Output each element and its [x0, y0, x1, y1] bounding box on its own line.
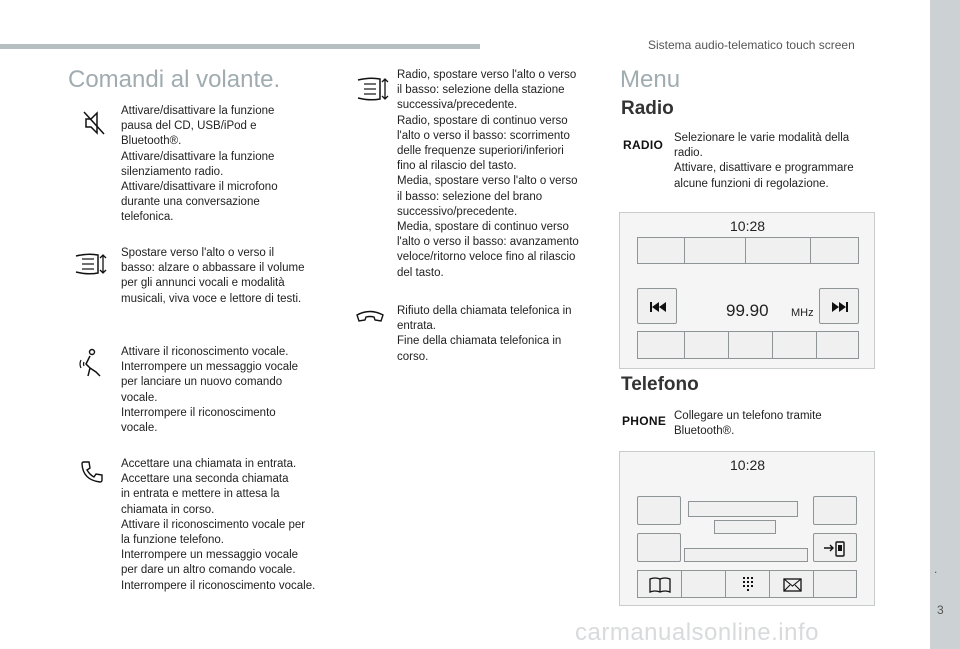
- header-title: Sistema audio-telematico touch screen: [648, 38, 855, 52]
- phone-field-2: [714, 520, 776, 534]
- hangup-description: Rifiuto della chiamata telefonica in entrata. Fine della chiamata telefonica in corso.: [397, 305, 572, 363]
- phone-answer-icon: [80, 460, 104, 484]
- radio-bottom-1[interactable]: [637, 331, 685, 359]
- phone-bottom-2[interactable]: [681, 570, 726, 598]
- frequency-unit: MHz: [791, 307, 814, 319]
- watermark: carmanualsonline.info: [575, 619, 819, 646]
- radio-bottom-4[interactable]: [772, 331, 817, 359]
- page-edge-band: [930, 0, 960, 649]
- radio-heading: Radio: [621, 98, 674, 119]
- contacts-book-icon: [638, 571, 683, 599]
- phone-field-3: [684, 548, 808, 562]
- phone-screen-clock: 10:28: [730, 457, 766, 473]
- volume-wheel-icon: [74, 252, 108, 276]
- skip-previous-button[interactable]: [637, 288, 677, 324]
- contacts-button[interactable]: [637, 570, 682, 598]
- voice-description: Attivare il riconoscimento vocale. Interrompere un messaggio vocale per lanciare un nuovo comando vocale. Interrompere il riconoscimento vocale.: [121, 346, 299, 435]
- radio-preset-4[interactable]: [810, 237, 859, 264]
- radio-button-label: RADIO: [623, 138, 664, 152]
- radio-screen-clock: 10:28: [730, 218, 766, 234]
- page-number: 3: [937, 603, 944, 617]
- messages-button[interactable]: [769, 570, 814, 598]
- radio-preset-2[interactable]: [684, 237, 746, 264]
- page-dot: .: [934, 562, 938, 576]
- phone-side-button-2[interactable]: [813, 496, 857, 525]
- phone-screen: [619, 451, 875, 606]
- scroll-wheel-icon: [356, 76, 390, 102]
- scroll-description: Radio, spostare verso l'alto o verso il basso: selezione della stazione successiva/precedente. Radio, spostare di continuo verso l'alto o verso il basso: scorrimento delle frequenze superiori/inferiori fino al rilascio del tasto. Media, spostare verso l'alto o verso il basso: selezione del brano successivo/precedente. Media, spostare di continuo verso l'alto o verso il basso: avanzamento veloce/ritorno veloce fino al rilascio del tasto.: [397, 69, 579, 279]
- phone-button-label: PHONE: [622, 414, 667, 428]
- header-bar: [0, 44, 480, 49]
- mute-icon: [82, 110, 106, 136]
- radio-preset-3[interactable]: [745, 237, 811, 264]
- voice-command-icon: [78, 348, 104, 378]
- section-title-menu: Menu: [620, 66, 681, 93]
- radio-bottom-3[interactable]: [728, 331, 773, 359]
- mute-description: Attivare/disattivare la funzione pausa del CD, USB/iPod e Bluetooth®. Attivare/disattivare la funzione silenziamento radio. Attivare/disattivare il microfono durante una conversazione telefonica.: [121, 105, 278, 224]
- skip-next-button[interactable]: [819, 288, 859, 324]
- phone-side-button-3[interactable]: [637, 533, 681, 562]
- volume-description: Spostare verso l'alto o verso il basso: alzare o abbassare il volume per gli annunci vocali e modalità musicali, viva voce e lettore di testi.: [121, 247, 305, 305]
- frequency-value: 99.90: [726, 301, 769, 320]
- radio-bottom-5[interactable]: [816, 331, 859, 359]
- radio-preset-1[interactable]: [637, 237, 685, 264]
- skip-next-icon: [820, 289, 860, 325]
- section-title-steering: Comandi al volante.: [68, 66, 281, 93]
- phone-field-1: [688, 501, 798, 517]
- phone-connect-icon: [814, 534, 858, 563]
- phone-bottom-5[interactable]: [813, 570, 857, 598]
- phone-answer-description: Accettare una chiamata in entrata. Accettare una seconda chiamata in entrata e mettere in attesa la chiamata in corso. Attivare il riconoscimento vocale per la funzione telefono. Interrompere un messaggio vocale per dare un altro comando vocale. Interrompere il riconoscimento vocale.: [121, 458, 316, 592]
- phone-side-button-1[interactable]: [637, 496, 681, 525]
- radio-description: Selezionare le varie modalità della radio. Attivare, disattivare e programmare alcune funzioni di regolazione.: [674, 132, 854, 190]
- skip-previous-icon: [638, 289, 678, 325]
- phone-connect-button[interactable]: [813, 533, 857, 562]
- phone-heading: Telefono: [621, 374, 699, 395]
- radio-bottom-2[interactable]: [684, 331, 729, 359]
- phone-hangup-icon: [355, 310, 385, 326]
- phone-description: Collegare un telefono tramite Bluetooth®.: [674, 410, 822, 438]
- keypad-button[interactable]: [725, 570, 770, 598]
- messages-icon: [770, 571, 815, 599]
- keypad-icon: [726, 571, 771, 599]
- radio-screen: [619, 212, 875, 369]
